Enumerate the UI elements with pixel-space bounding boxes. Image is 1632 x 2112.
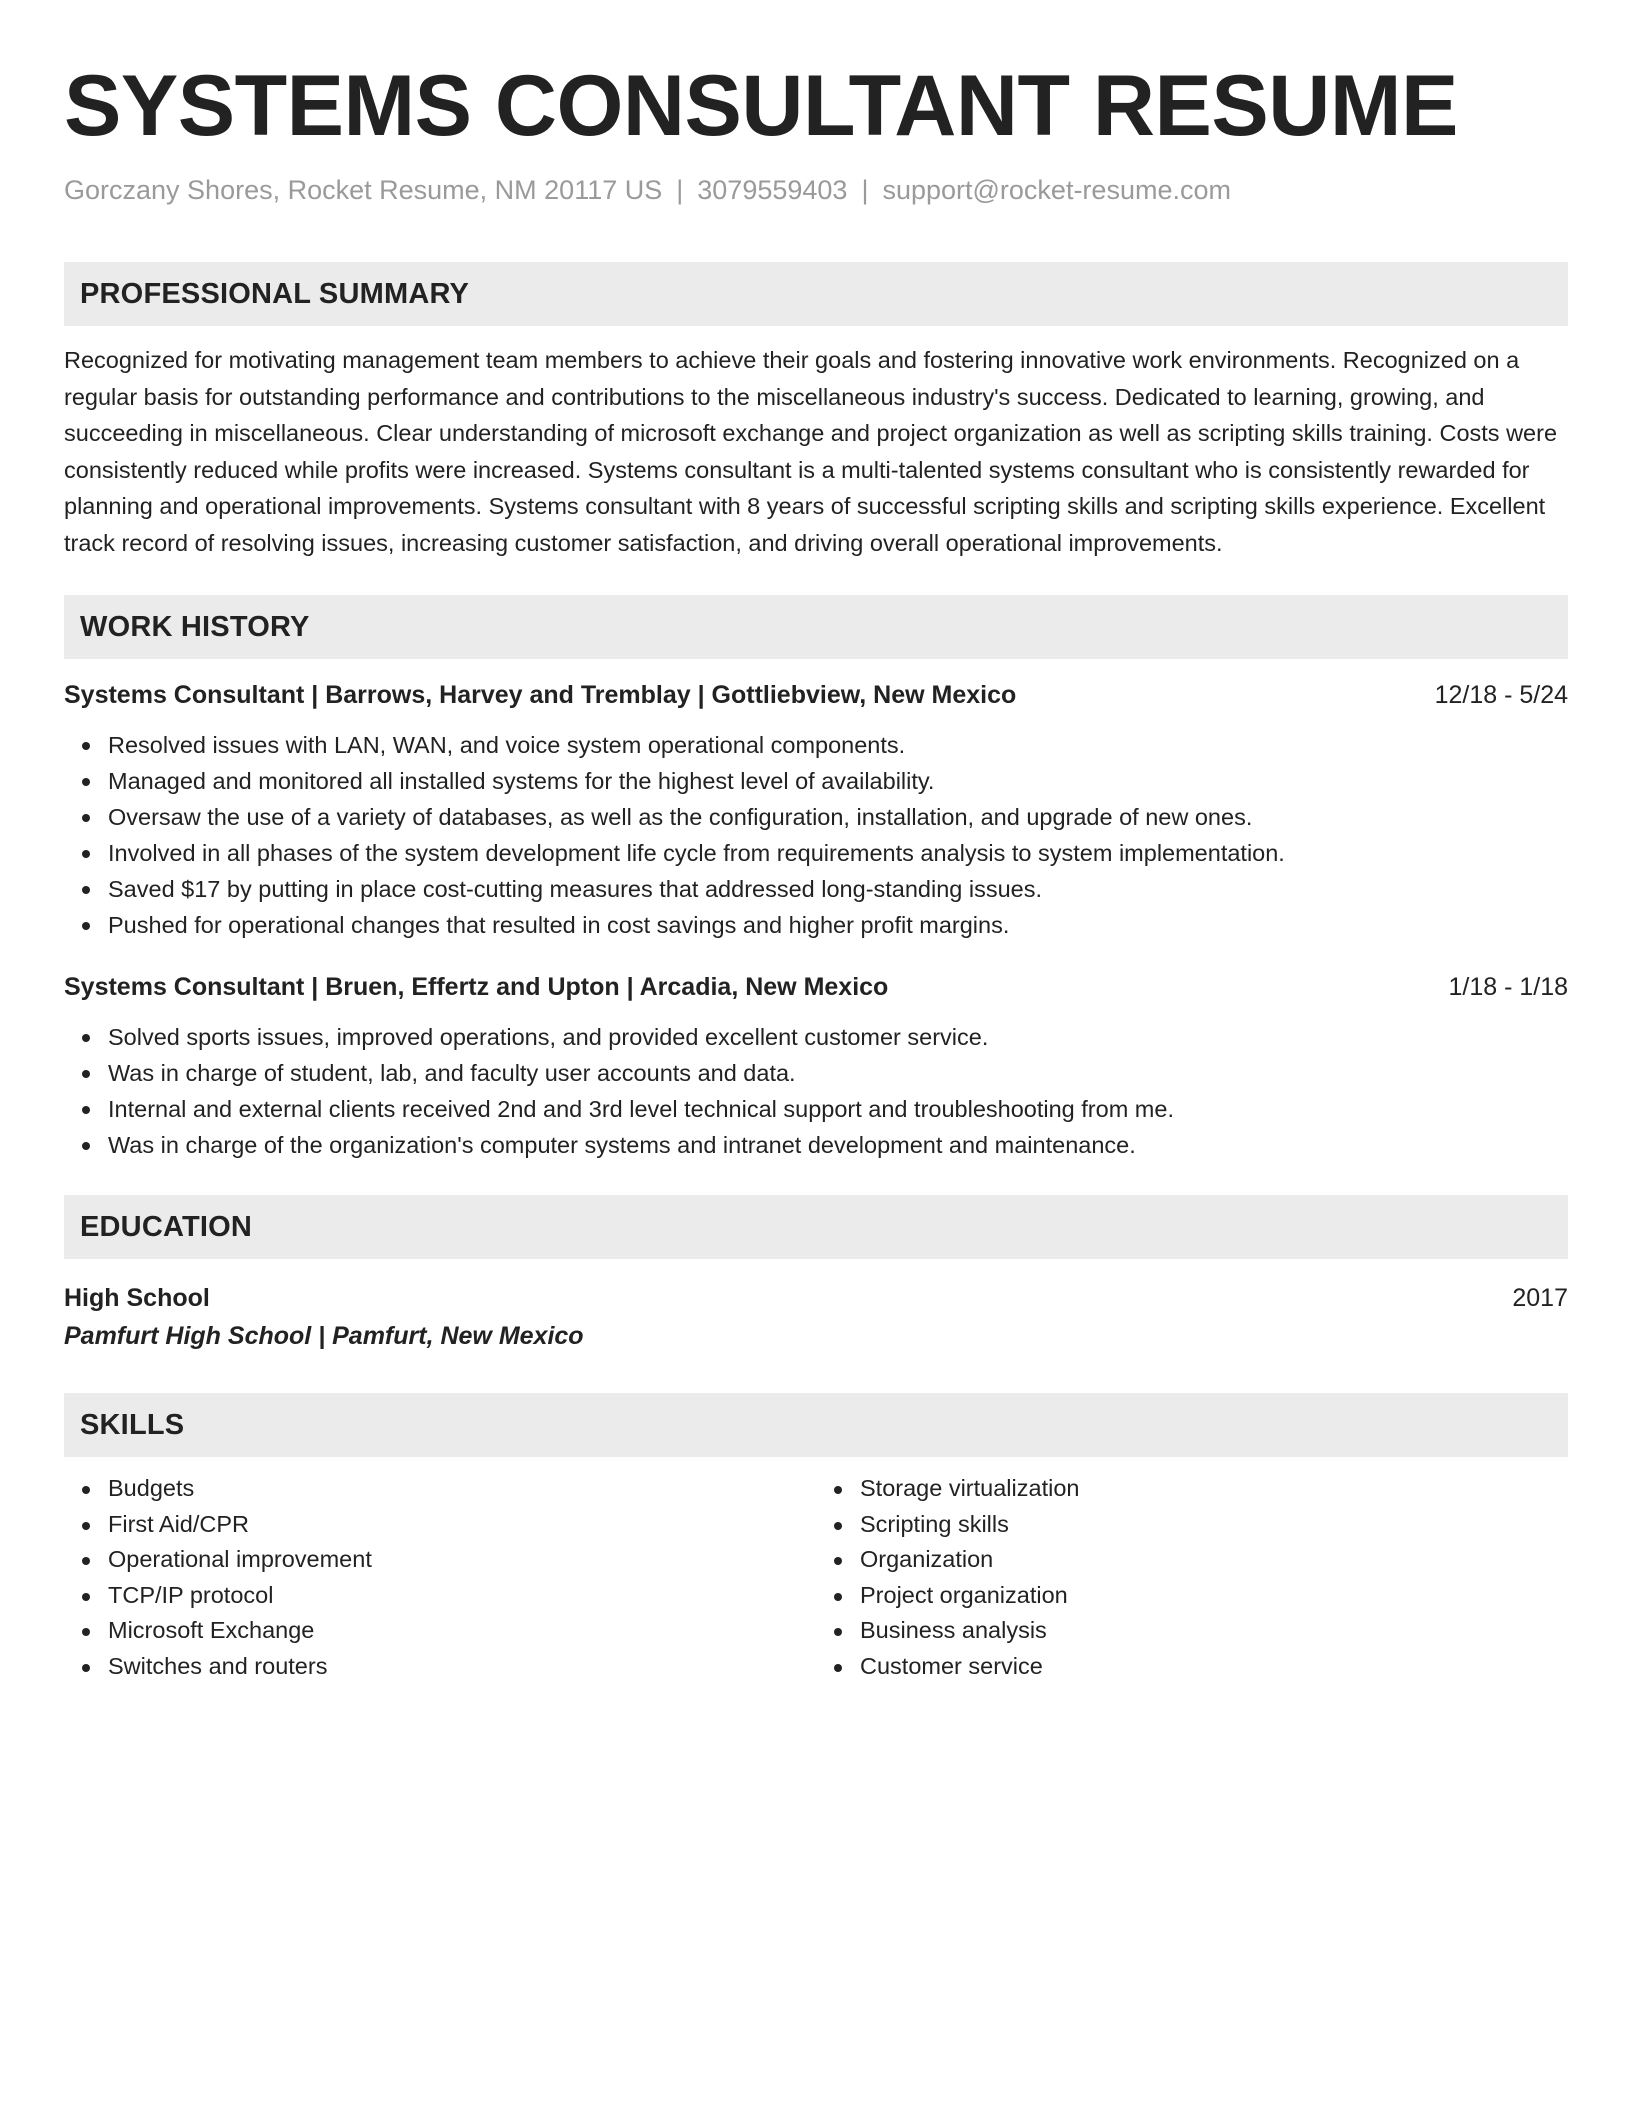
job-title: Systems Consultant | Barrows, Harvey and Tremblay | Gottliebview, New Mexico	[64, 681, 1017, 709]
list-item: Pushed for operational changes that resulted in cost savings and higher profit margins.	[64, 907, 1568, 943]
skills-list	[64, 1471, 1568, 1684]
list-item: Solved sports issues, improved operations, and provided excellent customer service.	[64, 1019, 1568, 1055]
skill-item: Organization	[816, 1542, 1568, 1578]
education-entry	[64, 1279, 1568, 1317]
education-year: 2017	[1512, 1284, 1568, 1312]
job-entry	[64, 969, 1568, 1163]
contact-address: Gorczany Shores, Rocket Resume, NM 20117 US	[64, 175, 663, 205]
list-item: Oversaw the use of a variety of databases, as well as the configuration, installation, and upgrade of new ones.	[64, 799, 1568, 835]
section-heading-summary: PROFESSIONAL SUMMARY	[64, 262, 1568, 326]
list-item: Was in charge of the organization's computer systems and intranet development and maintenance.	[64, 1127, 1568, 1163]
contact-line	[64, 172, 1568, 208]
job-bullets	[64, 1019, 1568, 1163]
list-item: Resolved issues with LAN, WAN, and voice system operational components.	[64, 727, 1568, 763]
section-heading-skills: SKILLS	[64, 1393, 1568, 1457]
job-header	[64, 677, 1568, 713]
contact-email: support@rocket-resume.com	[882, 175, 1231, 205]
education-school: Pamfurt High School | Pamfurt, New Mexico	[64, 1322, 584, 1350]
resume-title: SYSTEMS CONSULTANT RESUME	[64, 58, 1458, 154]
list-item: Managed and monitored all installed systems for the highest level of availability.	[64, 763, 1568, 799]
job-dates: 12/18 - 5/24	[1434, 681, 1568, 709]
skills-column-left	[64, 1471, 816, 1684]
summary-text: Recognized for motivating management team members to achieve their goals and fostering innovative work environments. Recognized on a regular basis for outstanding performance and contributions to the miscellaneous industry's success. Dedicated to learning, growing, and succeeding in miscellaneous. Clear understanding of microsoft exchange and project organization as well as scripting skills training. Costs were consistently reduced while profits were increased. Systems consultant is a multi-talented systems consultant who is consistently rewarded for planning and operational improvements. Systems consultant with 8 years of successful scripting skills and scripting skills experience. Excellent track record of resolving issues, increasing customer satisfaction, and driving overall operational improvements.	[64, 347, 1558, 556]
skill-item: First Aid/CPR	[64, 1507, 816, 1543]
skill-item: Budgets	[64, 1471, 816, 1507]
skill-item: Operational improvement	[64, 1542, 816, 1578]
list-item: Internal and external clients received 2nd and 3rd level technical support and troubleshooting from me.	[64, 1091, 1568, 1127]
skill-item: Business analysis	[816, 1613, 1568, 1649]
skill-item: Storage virtualization	[816, 1471, 1568, 1507]
job-bullets	[64, 727, 1568, 943]
job-header	[64, 969, 1568, 1005]
contact-phone: 3079559403	[697, 175, 848, 205]
list-item: Involved in all phases of the system development life cycle from requirements analysis to system implementation.	[64, 835, 1568, 871]
job-title: Systems Consultant | Bruen, Effertz and Upton | Arcadia, New Mexico	[64, 973, 889, 1001]
skill-item: Customer service	[816, 1649, 1568, 1685]
education-degree: High School	[64, 1284, 210, 1312]
skill-item: Switches and routers	[64, 1649, 816, 1685]
contact-separator: |	[676, 175, 684, 205]
section-heading-education: EDUCATION	[64, 1195, 1568, 1259]
list-item: Was in charge of student, lab, and faculty user accounts and data.	[64, 1055, 1568, 1091]
list-item: Saved $17 by putting in place cost-cutting measures that addressed long-standing issues.	[64, 871, 1568, 907]
skill-item: Project organization	[816, 1578, 1568, 1614]
skills-column-right	[816, 1471, 1568, 1684]
contact-separator: |	[861, 175, 869, 205]
job-dates: 1/18 - 1/18	[1448, 973, 1568, 1001]
job-entry	[64, 677, 1568, 943]
skill-item: Microsoft Exchange	[64, 1613, 816, 1649]
skill-item: Scripting skills	[816, 1507, 1568, 1543]
skill-item: TCP/IP protocol	[64, 1578, 816, 1614]
section-heading-work-history: WORK HISTORY	[64, 595, 1568, 659]
